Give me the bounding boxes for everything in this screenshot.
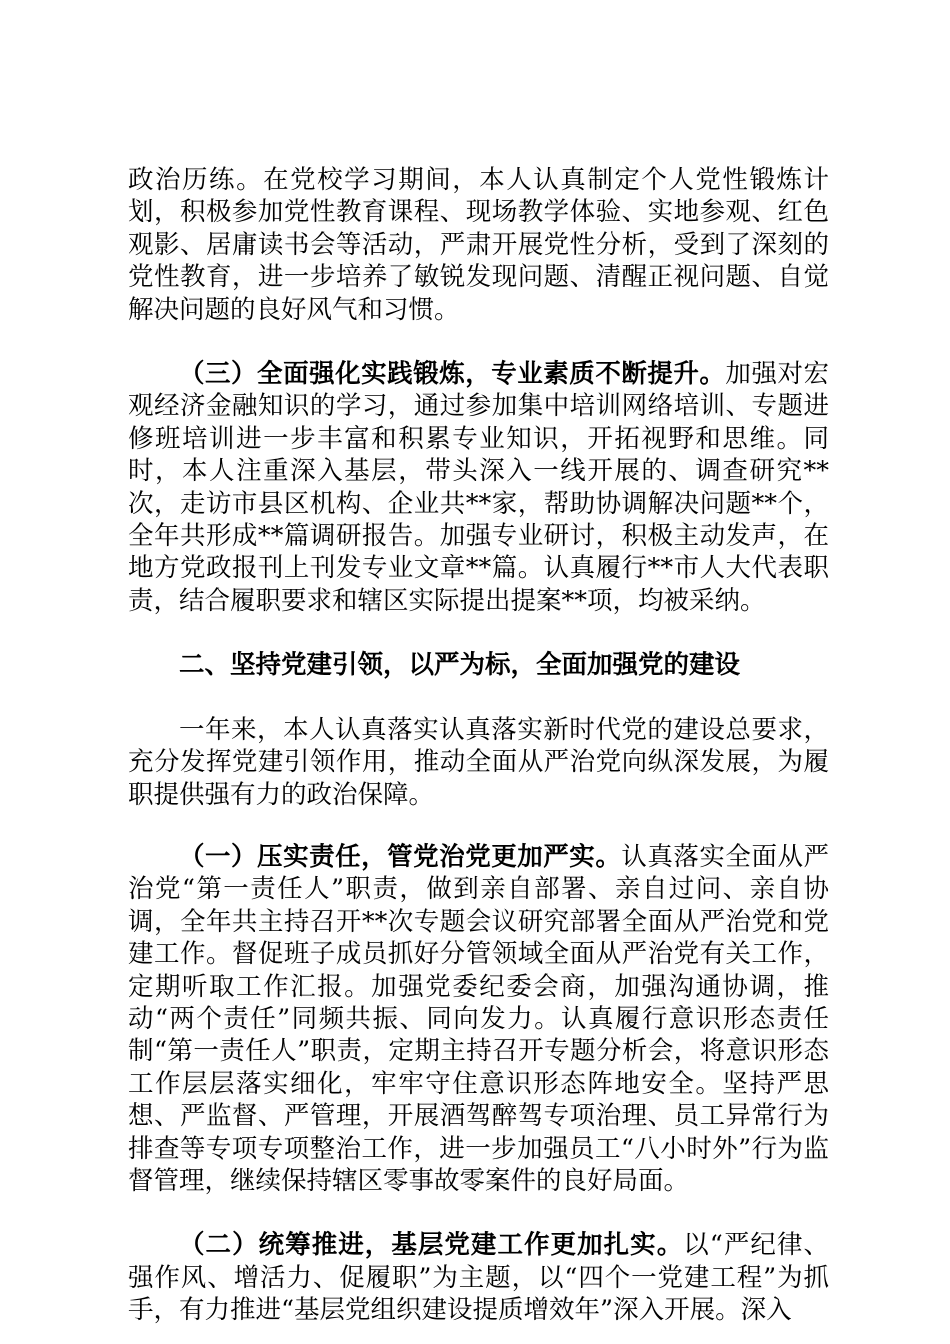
paragraph-responsibility xyxy=(128,841,829,1197)
paragraph-lead: （三）全面强化实践锻炼，专业素质不断提升。 xyxy=(179,359,726,390)
paragraph-lead: （二）统筹推进，基层党建工作更加扎实。 xyxy=(179,1230,684,1261)
paragraph-text: 一年来，本人认真落实认真落实新时代党的建设总要求，充分发挥党建引领作用，推动全面从严治党向纵深发展，为履职提供强有力的政治保障。 xyxy=(128,714,829,810)
paragraph-intro-party-building xyxy=(128,714,829,811)
paragraph-grassroots xyxy=(128,1229,829,1326)
section-heading-party-building: 二、坚持党建引领，以严为标，全面加强党的建设 xyxy=(179,650,741,681)
paragraph-text: 以“严纪律、强作风、增活力、促履职”为主题，以“四个一党建工程”为抓手，有力推进“基层党组织建设提质增效年”深入开展。深入 xyxy=(128,1230,829,1326)
paragraph-text: 加强对宏观经济金融知识的学习，通过参加集中培训网络培训、专题进修班培训进一步丰富和积累专业知识，开拓视野和思维。同时，本人注重深入基层，带头深入一线开展的、调查研究**次，走访市县区机构、企业共**家，帮助协调解决问题**个，全年共形成**篇调研报告。加强专业研讨，积极主动发声，在地方党政报刊上刊发专业文章**篇。认真履行**市人大代表职责，结合履职要求和辖区实际提出提案**项，均被采纳。 xyxy=(128,359,829,616)
paragraph-text: 认真落实全面从严治党“第一责任人”职责，做到亲自部署、亲自过问、亲自协调，全年共主持召开**次专题会议研究部署全面从严治党和党建工作。督促班子成员抓好分管领域全面从严治党有关工作，定期听取工作汇报。加强党委纪委会商，加强沟通协调，推动“两个责任”同频共振、同向发力。认真履行意识形态责任制“第一责任人”职责，定期主持召开专题分析会，将意识形态工作层层落实细化，牢牢守住意识形态阵地安全。坚持严思想、严监督、严管理，开展酒驾醉驾专项治理、员工异常行为排查等专项专项整治工作，进一步加强员工“八小时外”行为监督管理，继续保持辖区零事故零案件的良好局面。 xyxy=(128,841,829,1196)
paragraph-text: 政治历练。在党校学习期间，本人认真制定个人党性锻炼计划，积极参加党性教育课程、现场教学体验、实地参观、红色观影、居庸读书会等活动，严肃开展党性分析，受到了深刻的党性教育，进一步培养了敏锐发现问题、清醒正视问题、自觉解决问题的良好风气和习惯。 xyxy=(128,165,829,325)
paragraph-lead: （一）压实责任，管党治党更加严实。 xyxy=(179,841,622,872)
document-page xyxy=(128,164,829,1327)
paragraph-practice-training xyxy=(128,358,829,617)
paragraph-political-training xyxy=(128,164,829,326)
